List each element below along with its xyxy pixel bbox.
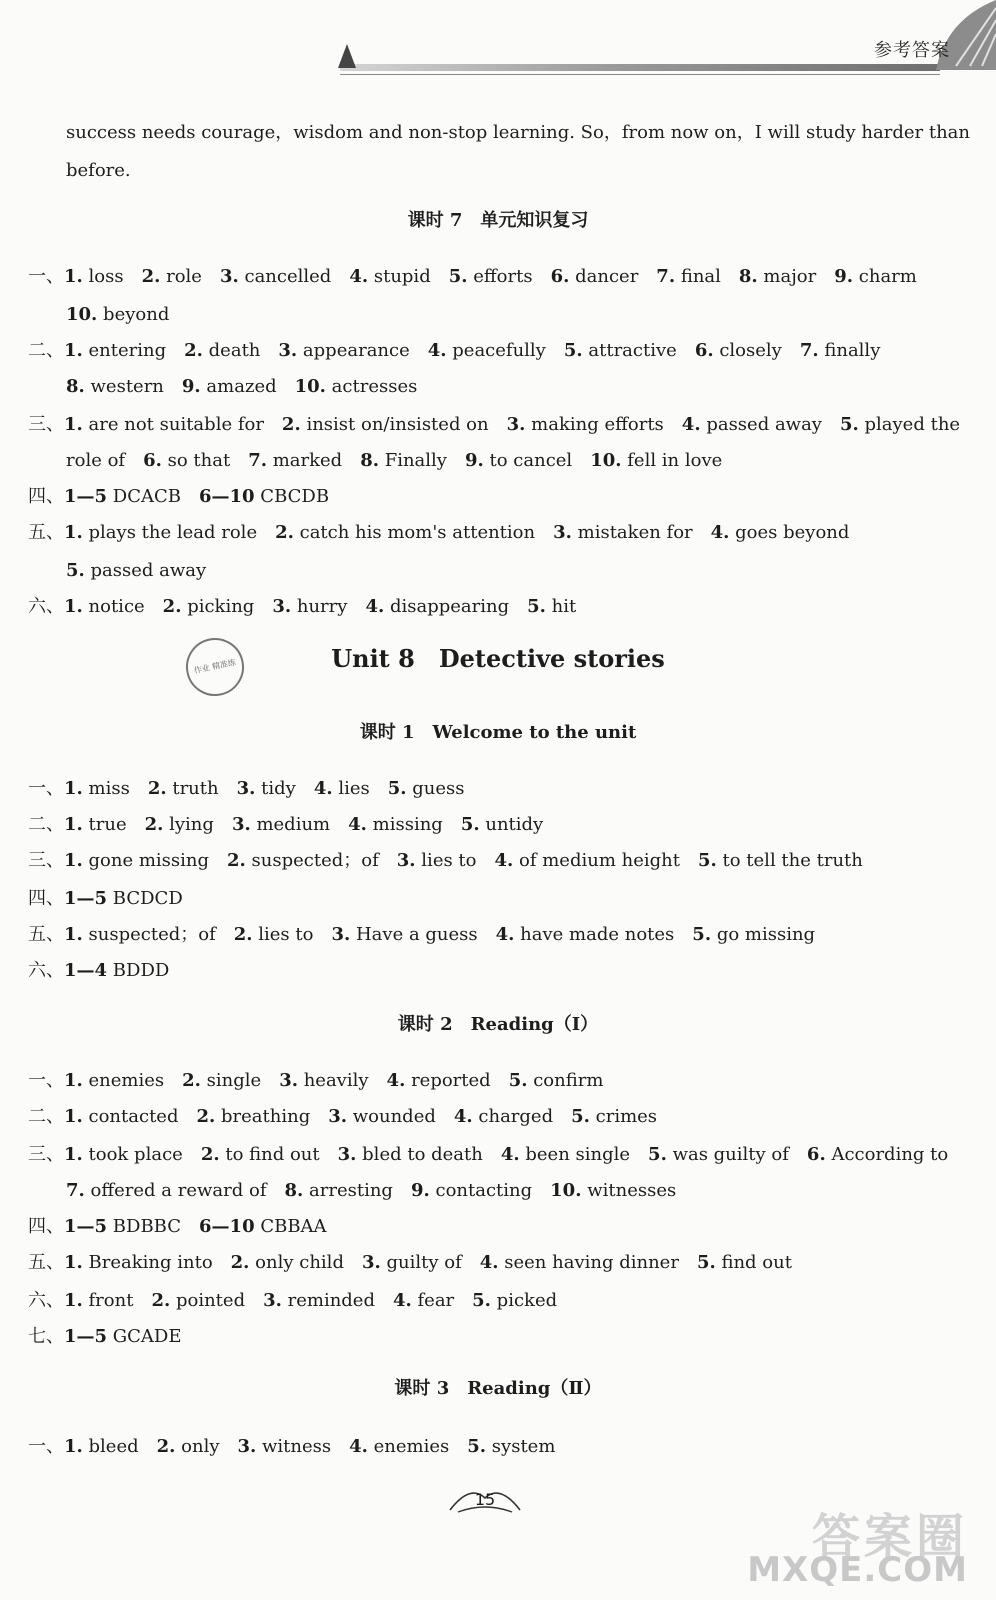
answer-item: 1. true [64, 814, 127, 835]
answer-item: 4. reported [386, 1070, 491, 1091]
answer-row [28, 1248, 968, 1278]
answer-item: 1—5 BDBBC [64, 1216, 182, 1237]
answer-item: 2. only [156, 1436, 220, 1457]
answer-item: 2. truth [147, 778, 219, 799]
watermark-url: MXQE.COM [747, 1550, 968, 1590]
answer-item: 4. peacefully [427, 340, 546, 361]
answer-item: 4. enemies [349, 1436, 450, 1457]
intro-line: success needs courage，wisdom and non-stop learning. So，from now on，I will study harder than [66, 122, 971, 143]
answer-row [28, 592, 968, 622]
answer-row [28, 920, 968, 950]
section-number: 六、 [28, 1290, 64, 1311]
answer-item: 4. disappearing [365, 596, 510, 617]
header-title: 参考答案 [874, 40, 950, 61]
section-number: 一、 [28, 266, 64, 287]
answer-item: 2. pointed [151, 1290, 246, 1311]
section-number: 三、 [28, 1144, 64, 1165]
answer-item: 2. suspected；of [227, 850, 379, 871]
answer-item: 3. medium [231, 814, 331, 835]
answer-item: 7. finally [799, 340, 881, 361]
answer-row [66, 446, 996, 476]
answer-item: 7. marked [248, 450, 343, 471]
answer-item: 1—5 GCADE [64, 1326, 182, 1347]
section-number: 五、 [28, 522, 64, 543]
section-number: 一、 [28, 1070, 64, 1091]
section-number: 二、 [28, 1106, 64, 1127]
answer-item: 5. crimes [571, 1106, 658, 1127]
answer-item: 5. attractive [563, 340, 677, 361]
answer-item: 9. amazed [181, 376, 277, 397]
answer-item: 1. took place [64, 1144, 183, 1165]
answer-item: 5. was guilty of [648, 1144, 789, 1165]
answer-row [28, 336, 968, 366]
answer-item: 2. single [182, 1070, 262, 1091]
answer-item: 2. role [141, 266, 202, 287]
header-band [340, 64, 940, 71]
answer-item: 6—10 CBBAA [199, 1216, 327, 1237]
section-number: 五、 [28, 924, 64, 945]
answer-row [28, 1140, 968, 1170]
section-number: 二、 [28, 340, 64, 361]
answer-row [28, 518, 968, 548]
lesson2-heading: 课时 2 Reading（Ⅰ） [397, 1014, 599, 1035]
answer-row [66, 556, 996, 586]
lesson3-heading: 课时 3 Reading（Ⅱ） [394, 1378, 602, 1399]
answer-item: 10. actresses [294, 376, 418, 397]
answer-item: 10. beyond [66, 304, 170, 325]
section-number: 二、 [28, 814, 64, 835]
answer-item: 1. bleed [64, 1436, 139, 1457]
answer-item: 1. miss [64, 778, 130, 799]
answer-item: 6. dancer [550, 266, 639, 287]
page-header [0, 0, 996, 90]
answer-row [66, 1176, 996, 1206]
answer-item: 3. cancelled [219, 266, 332, 287]
answer-item: 1—4 BDDD [64, 960, 170, 981]
header-rule [340, 74, 940, 75]
answer-item: 10. fell in love [590, 450, 723, 471]
section-number: 四、 [28, 888, 64, 909]
section-number: 五、 [28, 1252, 64, 1273]
answer-item: 5. hit [527, 596, 577, 617]
answer-item: 3. lies to [396, 850, 477, 871]
answer-item: 1. entering [64, 340, 167, 361]
answer-item: 3. hurry [272, 596, 348, 617]
answer-row [28, 410, 968, 440]
answer-item: 5. picked [472, 1290, 558, 1311]
answer-item: 3. Have a guess [331, 924, 478, 945]
answer-item: 1. are not suitable for [64, 414, 264, 435]
answer-item: 3. heavily [279, 1070, 369, 1091]
answer-item: 2. death [184, 340, 261, 361]
answer-item: 6. According to [806, 1144, 949, 1165]
section-number: 六、 [28, 596, 64, 617]
answer-item: 1. suspected；of [64, 924, 216, 945]
answer-item: 10. witnesses [550, 1180, 677, 1201]
answer-item: 5. untidy [460, 814, 544, 835]
answer-item: 1—5 BCDCD [64, 888, 183, 909]
answer-item: 5. confirm [508, 1070, 604, 1091]
answer-item: 5. efforts [448, 266, 533, 287]
answer-item: 1—5 DCACB [64, 486, 181, 507]
answer-item: 8. western [66, 376, 164, 397]
answer-item: 2. to find out [200, 1144, 320, 1165]
answer-item: 1. front [64, 1290, 134, 1311]
answer-item: 5. guess [387, 778, 465, 799]
answer-item: 1. plays the lead role [64, 522, 258, 543]
answer-row [66, 372, 996, 402]
intro-line: before. [66, 160, 131, 181]
answer-item: 4. of medium height [494, 850, 680, 871]
answer-item: 2. catch his mom's attention [275, 522, 536, 543]
answer-item: 3. tidy [236, 778, 296, 799]
answer-row [28, 262, 968, 292]
answer-item: 2. only child [230, 1252, 344, 1273]
section-number: 三、 [28, 850, 64, 871]
answer-item: 1. contacted [64, 1106, 179, 1127]
answer-item: 7. offered a reward of [66, 1180, 267, 1201]
pen-nib-icon [332, 40, 362, 70]
answer-item: 5. to tell the truth [697, 850, 863, 871]
answer-item: 5. go missing [692, 924, 816, 945]
answer-item: 4. lies [313, 778, 370, 799]
answer-item: 1. notice [64, 596, 145, 617]
watermark-logo: 答案圈 [811, 1509, 968, 1565]
answer-item: 6. closely [694, 340, 782, 361]
answer-item: 1. gone missing [64, 850, 210, 871]
answer-item: 3. mistaken for [553, 522, 693, 543]
answer-item: 4. passed away [681, 414, 822, 435]
answer-row [28, 846, 968, 876]
section-number: 七、 [28, 1326, 64, 1347]
answer-item: 9. contacting [410, 1180, 533, 1201]
answer-item: 7. final [656, 266, 721, 287]
answer-item: 1. Breaking into [64, 1252, 213, 1273]
stamp-seal: 作业 精准练 [181, 633, 250, 702]
answer-item: role of [66, 450, 126, 471]
section-number: 一、 [28, 778, 64, 799]
answer-item: 4. charged [453, 1106, 554, 1127]
answer-row [28, 482, 968, 512]
answer-item: 2. insist on/insisted on [281, 414, 489, 435]
answer-item: 2. picking [162, 596, 255, 617]
answer-item: 2. breathing [196, 1106, 311, 1127]
answer-item: 3. wounded [328, 1106, 436, 1127]
lesson1-heading: 课时 1 Welcome to the unit [359, 722, 637, 743]
answer-item: 4. missing [348, 814, 443, 835]
answer-item: 9. to cancel [464, 450, 573, 471]
lesson7-heading: 课时 7 单元知识复习 [407, 210, 589, 231]
answer-item: 3. appearance [278, 340, 410, 361]
answer-row [28, 810, 968, 840]
section-number: 六、 [28, 960, 64, 981]
answer-item: 6—10 CBCDB [199, 486, 330, 507]
section-number: 四、 [28, 1216, 64, 1237]
answer-row [28, 956, 968, 986]
answer-item: 1. enemies [64, 1070, 165, 1091]
answer-item: 3. bled to death [337, 1144, 483, 1165]
answer-item: 4. seen having dinner [479, 1252, 679, 1273]
answer-item: 4. have made notes [495, 924, 675, 945]
page-number: 15 [440, 1480, 530, 1520]
section-number: 四、 [28, 486, 64, 507]
answer-item: 2. lies to [233, 924, 314, 945]
answer-row [28, 1212, 968, 1242]
answer-item: 4. fear [392, 1290, 455, 1311]
answer-row [28, 1102, 968, 1132]
answer-item: 8. Finally [360, 450, 447, 471]
section-number: 三、 [28, 414, 64, 435]
answer-item: 1. loss [64, 266, 124, 287]
answer-item: 8. major [738, 266, 817, 287]
answer-row [28, 884, 968, 914]
answer-item: 2. lying [144, 814, 214, 835]
answer-row [28, 1432, 968, 1462]
answer-row [66, 300, 996, 330]
answer-row [28, 1286, 968, 1316]
answer-item: 5. find out [696, 1252, 792, 1273]
unit8-title: Unit 8 Detective stories [331, 644, 665, 673]
answer-item: 8. arresting [284, 1180, 393, 1201]
answer-item: 3. guilty of [361, 1252, 462, 1273]
answer-item: 5. system [467, 1436, 556, 1457]
answer-item: 3. making efforts [506, 414, 664, 435]
answer-item: 4. been single [500, 1144, 631, 1165]
answer-item: 3. reminded [263, 1290, 375, 1311]
answer-item: 4. goes beyond [710, 522, 850, 543]
answer-item: 3. witness [237, 1436, 332, 1457]
answer-item: 6. so that [143, 450, 231, 471]
answer-row [28, 1066, 968, 1096]
answer-item: 4. stupid [349, 266, 431, 287]
answer-item: 5. passed away [66, 560, 207, 581]
section-number: 一、 [28, 1436, 64, 1457]
answer-row [28, 774, 968, 804]
answer-item: 5. played the [839, 414, 961, 435]
answer-item: 9. charm [834, 266, 917, 287]
answer-row [28, 1322, 968, 1352]
